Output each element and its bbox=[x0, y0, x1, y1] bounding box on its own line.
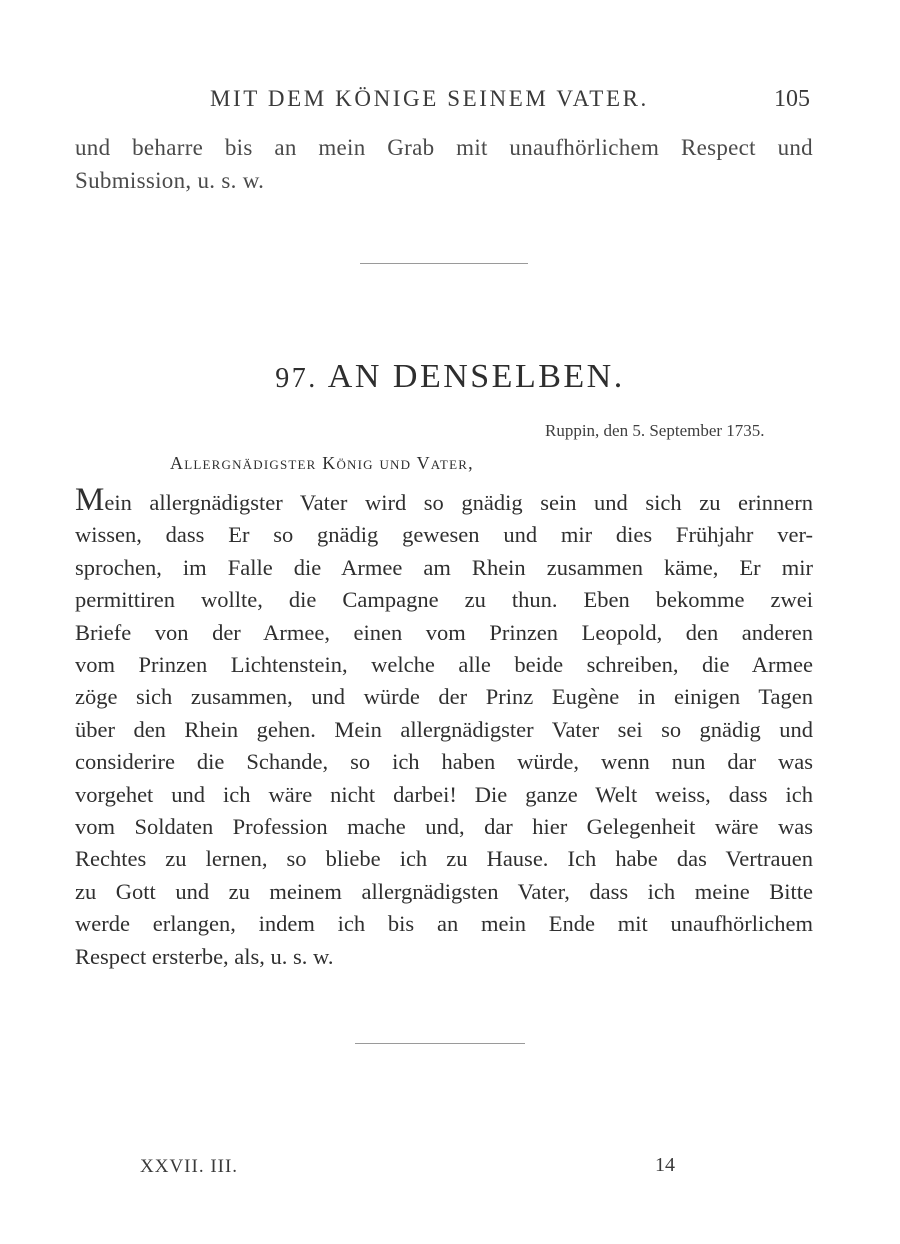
body-line: zu Gott und zu meinem allergnädigsten Vater, dass ich meine Bitte bbox=[75, 878, 813, 904]
previous-letter-line: Submission, u. s. w. bbox=[75, 168, 265, 193]
body-line: vom Soldaten Profession mache und, dar hier Gelegenheit wäre was bbox=[75, 814, 813, 840]
body-line: Rechtes zu lernen, so bliebe ich zu Hause. Ich habe das Vertrauen bbox=[75, 846, 813, 872]
body-line: vorgehet und ich wäre nicht darbei! Die ganze Welt weiss, dass ich bbox=[75, 781, 813, 807]
letter-number: 97. bbox=[275, 363, 318, 394]
previous-letter-ending bbox=[75, 131, 813, 197]
previous-letter-line: und beharre bis an mein Grab mit unaufhörlichem Respect und bbox=[75, 135, 813, 160]
running-title: MIT DEM KÖNIGE SEINEM VATER. bbox=[210, 86, 649, 111]
letter-title: AN DENSELBEN. bbox=[327, 358, 625, 395]
body-line: considerire die Schande, so ich haben würde, wenn nun dar was bbox=[75, 749, 813, 775]
body-line: Briefe von der Armee, einen vom Prinzen Leopold, den anderen bbox=[75, 619, 813, 645]
page-number: 105 bbox=[774, 86, 810, 112]
body-line: permittiren wollte, die Campagne zu thun. Eben bekomme zwei bbox=[75, 587, 813, 613]
body-line: Respect ersterbe, als, u. s. w. bbox=[75, 943, 334, 969]
footer-sheet-number: 14 bbox=[655, 1154, 675, 1176]
body-line: wissen, dass Er so gnädig gewesen und mir dies Frühjahr ver- bbox=[75, 522, 813, 548]
drop-cap: M bbox=[75, 482, 105, 518]
body-line: werde erlangen, indem ich bis an mein Ende mit unaufhörlichem bbox=[75, 911, 813, 937]
letter-body bbox=[75, 482, 813, 973]
body-line bbox=[75, 482, 813, 519]
section-divider-bottom bbox=[355, 1043, 525, 1044]
dateline: Ruppin, den 5. September 1735. bbox=[545, 421, 765, 440]
body-line: vom Prinzen Lichtenstein, welche alle beide schreiben, die Armee bbox=[75, 652, 813, 678]
salutation: Allergnädigster König und Vater, bbox=[170, 453, 474, 473]
footer-signature: XXVII. III. bbox=[140, 1156, 239, 1177]
body-line: sprochen, im Falle die Armee am Rhein zusammen käme, Er mir bbox=[75, 554, 813, 580]
letter-heading bbox=[0, 358, 900, 396]
body-line-text: ein allergnädigster Vater wird so gnädig sein und sich zu erinnern bbox=[104, 490, 813, 515]
body-line: über den Rhein gehen. Mein allergnädigster Vater sei so gnädig und bbox=[75, 716, 813, 742]
body-line: zöge sich zusammen, und würde der Prinz Eugène in einigen Tagen bbox=[75, 684, 813, 710]
section-divider-top bbox=[360, 263, 528, 264]
